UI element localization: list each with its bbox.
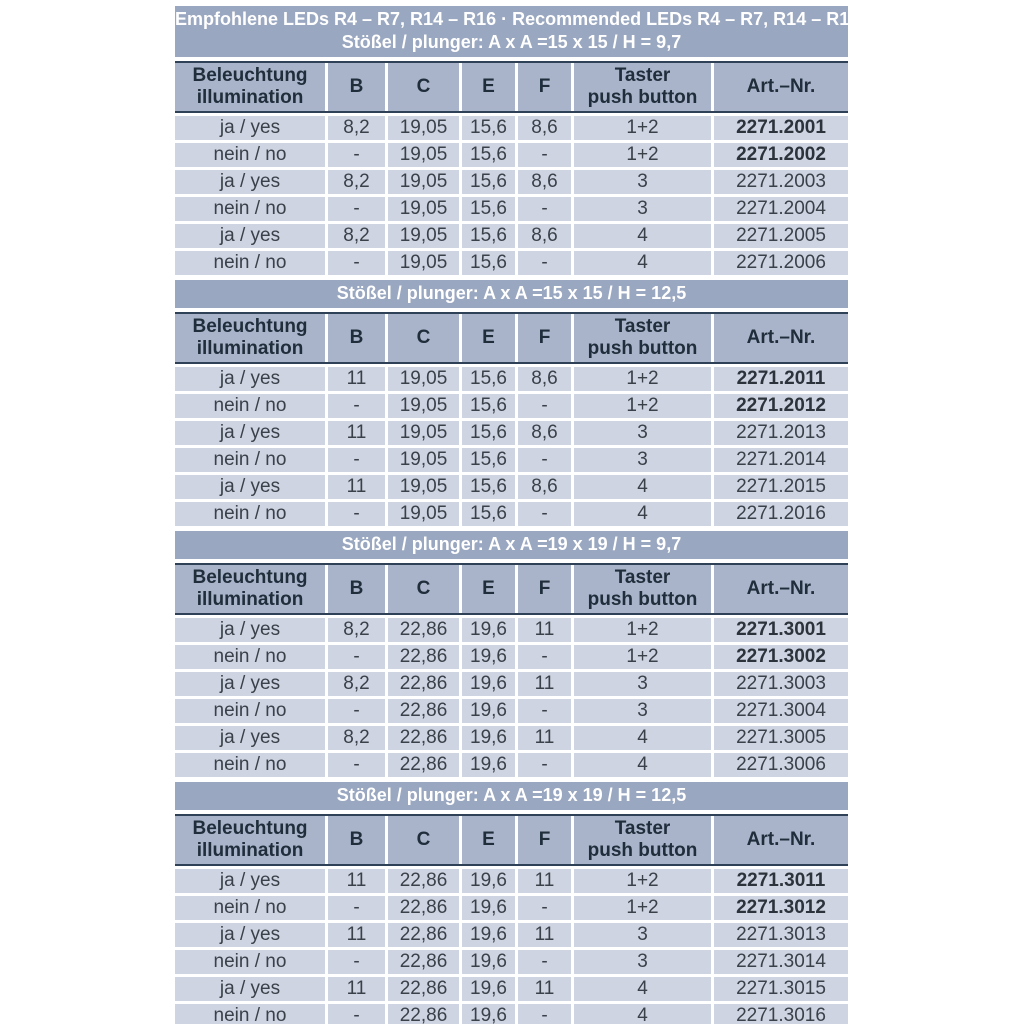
column-header-line: Beleuchtung [192, 316, 308, 337]
table-cell: 22,86 [388, 923, 459, 947]
column-header [574, 314, 711, 362]
column-header-line: B [349, 578, 364, 599]
data-rows [175, 116, 848, 275]
column-header-row [175, 814, 848, 866]
column-header-line: push button [587, 87, 698, 108]
table-cell: ja / yes [175, 618, 325, 642]
column-header-line: Taster [614, 818, 671, 839]
data-rows [175, 869, 848, 1024]
table-cell: 22,86 [388, 1004, 459, 1024]
column-header [328, 314, 385, 362]
table-cell: 8,2 [328, 618, 385, 642]
table-cell: 11 [328, 475, 385, 499]
table-cell: - [328, 197, 385, 221]
column-header-line: Beleuchtung [192, 818, 308, 839]
art-nr-cell: 2271.2003 [714, 170, 848, 194]
table-section-3 [175, 531, 848, 777]
art-nr-cell: 2271.3014 [714, 950, 848, 974]
column-header-line: illumination [196, 589, 304, 610]
art-nr-cell: 2271.3015 [714, 977, 848, 1001]
column-header-line: illumination [196, 87, 304, 108]
table-cell: 22,86 [388, 618, 459, 642]
column-header [462, 63, 515, 111]
column-header-line: Art.–Nr. [746, 327, 816, 348]
art-nr-cell: 2271.2015 [714, 475, 848, 499]
column-header [574, 565, 711, 613]
column-header-row [175, 563, 848, 615]
column-header [388, 63, 459, 111]
table-cell: - [518, 753, 571, 777]
art-nr-cell: 2271.2011 [714, 367, 848, 391]
table-cell: nein / no [175, 896, 325, 920]
table-cell: nein / no [175, 753, 325, 777]
table-cell: 15,6 [462, 197, 515, 221]
table-cell: 19,6 [462, 726, 515, 750]
column-header-line: B [349, 327, 364, 348]
section-title-band [175, 280, 848, 308]
table-cell: - [328, 251, 385, 275]
art-nr-cell: 2271.3016 [714, 1004, 848, 1024]
table-cell: ja / yes [175, 367, 325, 391]
table-cell: 15,6 [462, 224, 515, 248]
table-cell: - [328, 753, 385, 777]
section-title-line: Stößel / plunger: A x A =15 x 15 / H = 9,7 [341, 32, 682, 52]
column-header-line: B [349, 829, 364, 850]
led-recommendation-table [175, 6, 860, 1024]
column-header-line: Art.–Nr. [746, 578, 816, 599]
art-nr-cell: 2271.2013 [714, 421, 848, 445]
table-cell: - [328, 699, 385, 723]
art-nr-cell: 2271.3001 [714, 618, 848, 642]
table-cell: 4 [574, 502, 711, 526]
table-cell: ja / yes [175, 421, 325, 445]
table-cell: 1+2 [574, 394, 711, 418]
table-cell: 4 [574, 475, 711, 499]
section-title-band [175, 782, 848, 810]
column-header-line: C [416, 829, 431, 850]
table-cell: 15,6 [462, 367, 515, 391]
table-section-2 [175, 280, 848, 526]
table-cell: 8,2 [328, 170, 385, 194]
column-header-line: Art.–Nr. [746, 829, 816, 850]
art-nr-cell: 2271.3005 [714, 726, 848, 750]
table-cell: 11 [328, 421, 385, 445]
column-header [518, 565, 571, 613]
art-nr-cell: 2271.2006 [714, 251, 848, 275]
table-cell: 19,05 [388, 394, 459, 418]
table-cell: 11 [518, 726, 571, 750]
table-cell: 22,86 [388, 869, 459, 893]
table-cell: 19,6 [462, 896, 515, 920]
table-cell: 1+2 [574, 645, 711, 669]
column-header [518, 63, 571, 111]
table-cell: ja / yes [175, 672, 325, 696]
table-cell: - [518, 896, 571, 920]
art-nr-cell: 2271.3012 [714, 896, 848, 920]
column-header-line: F [538, 327, 551, 348]
table-cell: - [328, 448, 385, 472]
column-header-line: F [538, 76, 551, 97]
table-cell: nein / no [175, 699, 325, 723]
column-header-line: Beleuchtung [192, 567, 308, 588]
column-header [175, 565, 325, 613]
table-cell: nein / no [175, 251, 325, 275]
section-title-line: Stößel / plunger: A x A =19 x 19 / H = 12,5 [336, 785, 687, 805]
table-cell: 8,6 [518, 170, 571, 194]
table-cell: - [328, 1004, 385, 1024]
table-cell: 4 [574, 251, 711, 275]
column-header-line: Taster [614, 65, 671, 86]
column-header-line: push button [587, 589, 698, 610]
art-nr-cell: 2271.2012 [714, 394, 848, 418]
table-cell: - [518, 448, 571, 472]
table-cell: 1+2 [574, 869, 711, 893]
column-header [518, 816, 571, 864]
table-cell: 15,6 [462, 502, 515, 526]
column-header-line: push button [587, 840, 698, 861]
table-cell: 22,86 [388, 726, 459, 750]
column-header-line: E [482, 829, 495, 850]
table-cell: nein / no [175, 645, 325, 669]
column-header [714, 565, 848, 613]
column-header [328, 816, 385, 864]
column-header-line: F [538, 829, 551, 850]
art-nr-cell: 2271.3004 [714, 699, 848, 723]
table-cell: - [328, 502, 385, 526]
table-cell: - [518, 143, 571, 167]
column-header [462, 565, 515, 613]
table-cell: 15,6 [462, 251, 515, 275]
column-header-line: C [416, 327, 431, 348]
table-cell: 1+2 [574, 367, 711, 391]
art-nr-cell: 2271.2002 [714, 143, 848, 167]
column-header-line: push button [587, 338, 698, 359]
section-title-band [175, 6, 860, 57]
column-header [574, 816, 711, 864]
table-cell: ja / yes [175, 923, 325, 947]
column-header-line: B [349, 76, 364, 97]
art-nr-cell: 2271.2016 [714, 502, 848, 526]
section-title-line: Stößel / plunger: A x A =15 x 15 / H = 12,5 [336, 283, 687, 303]
table-cell: 8,6 [518, 116, 571, 140]
table-cell: 3 [574, 170, 711, 194]
table-cell: 19,05 [388, 502, 459, 526]
table-cell: ja / yes [175, 116, 325, 140]
table-cell: 15,6 [462, 116, 515, 140]
table-cell: - [518, 197, 571, 221]
table-cell: - [518, 394, 571, 418]
table-cell: 19,6 [462, 645, 515, 669]
table-cell: 19,6 [462, 923, 515, 947]
table-cell: ja / yes [175, 170, 325, 194]
table-cell: 19,6 [462, 869, 515, 893]
table-cell: 19,05 [388, 197, 459, 221]
table-cell: 3 [574, 950, 711, 974]
table-cell: 11 [518, 672, 571, 696]
table-section-4 [175, 782, 848, 1024]
table-cell: - [518, 251, 571, 275]
table-cell: 3 [574, 448, 711, 472]
table-cell: 11 [518, 977, 571, 1001]
table-cell: 11 [328, 869, 385, 893]
column-header [518, 314, 571, 362]
section-title-line: Stößel / plunger: A x A =19 x 19 / H = 9,7 [341, 534, 682, 554]
table-cell: nein / no [175, 197, 325, 221]
table-cell: 15,6 [462, 394, 515, 418]
table-cell: nein / no [175, 448, 325, 472]
column-header [175, 314, 325, 362]
table-cell: - [328, 950, 385, 974]
column-header [388, 816, 459, 864]
column-header-line: Taster [614, 567, 671, 588]
column-header-line: E [482, 327, 495, 348]
table-cell: 19,6 [462, 699, 515, 723]
column-header [328, 63, 385, 111]
table-cell: 8,6 [518, 475, 571, 499]
column-header-line: illumination [196, 840, 304, 861]
table-cell: 3 [574, 421, 711, 445]
art-nr-cell: 2271.2004 [714, 197, 848, 221]
art-nr-cell: 2271.2001 [714, 116, 848, 140]
table-cell: ja / yes [175, 977, 325, 1001]
table-cell: 11 [328, 923, 385, 947]
table-cell: 19,6 [462, 950, 515, 974]
table-cell: 8,6 [518, 367, 571, 391]
column-header [175, 816, 325, 864]
column-header-line: C [416, 578, 431, 599]
column-header [714, 314, 848, 362]
table-cell: - [328, 896, 385, 920]
art-nr-cell: 2271.3003 [714, 672, 848, 696]
table-cell: 19,05 [388, 448, 459, 472]
table-cell: - [328, 394, 385, 418]
table-cell: 4 [574, 977, 711, 1001]
table-cell: 8,2 [328, 672, 385, 696]
table-cell: nein / no [175, 950, 325, 974]
section-title-line: Empfohlene LEDs R4 – R7, R14 – R16 · Recommended LEDs R4 – R7, R14 – R16 [175, 9, 860, 29]
table-cell: 19,05 [388, 224, 459, 248]
art-nr-cell: 2271.2014 [714, 448, 848, 472]
table-cell: 3 [574, 923, 711, 947]
table-cell: nein / no [175, 394, 325, 418]
table-cell: 19,05 [388, 367, 459, 391]
table-cell: nein / no [175, 502, 325, 526]
table-cell: 15,6 [462, 421, 515, 445]
table-cell: 22,86 [388, 645, 459, 669]
column-header-line: Beleuchtung [192, 65, 308, 86]
table-cell: - [518, 1004, 571, 1024]
table-cell: 19,05 [388, 143, 459, 167]
table-cell: 8,2 [328, 726, 385, 750]
table-cell: 1+2 [574, 116, 711, 140]
column-header [175, 63, 325, 111]
table-cell: 8,6 [518, 224, 571, 248]
table-cell: 22,86 [388, 672, 459, 696]
table-cell: 1+2 [574, 896, 711, 920]
table-cell: 8,2 [328, 116, 385, 140]
section-title-band [175, 531, 848, 559]
table-cell: 19,6 [462, 1004, 515, 1024]
table-cell: 22,86 [388, 950, 459, 974]
table-cell: 22,86 [388, 977, 459, 1001]
table-cell: ja / yes [175, 224, 325, 248]
column-header-line: Art.–Nr. [746, 76, 816, 97]
column-header-line: F [538, 578, 551, 599]
table-cell: 11 [518, 869, 571, 893]
table-cell: 19,6 [462, 672, 515, 696]
column-header [388, 565, 459, 613]
column-header-line: Taster [614, 316, 671, 337]
table-cell: 4 [574, 753, 711, 777]
column-header-line: C [416, 76, 431, 97]
table-cell: 8,6 [518, 421, 571, 445]
column-header [462, 314, 515, 362]
column-header [328, 565, 385, 613]
table-cell: - [328, 645, 385, 669]
table-cell: 19,6 [462, 753, 515, 777]
table-cell: nein / no [175, 1004, 325, 1024]
table-cell: 22,86 [388, 699, 459, 723]
table-cell: ja / yes [175, 475, 325, 499]
table-cell: ja / yes [175, 726, 325, 750]
table-cell: nein / no [175, 143, 325, 167]
table-cell: - [518, 699, 571, 723]
table-cell: - [328, 143, 385, 167]
table-cell: 19,05 [388, 170, 459, 194]
table-cell: 1+2 [574, 618, 711, 642]
table-cell: 19,6 [462, 618, 515, 642]
table-cell: 19,05 [388, 116, 459, 140]
art-nr-cell: 2271.3013 [714, 923, 848, 947]
table-cell: 15,6 [462, 170, 515, 194]
table-cell: 1+2 [574, 143, 711, 167]
table-cell: 11 [518, 618, 571, 642]
art-nr-cell: 2271.3011 [714, 869, 848, 893]
column-header-line: illumination [196, 338, 304, 359]
table-cell: 22,86 [388, 896, 459, 920]
table-cell: 19,05 [388, 475, 459, 499]
table-cell: - [518, 645, 571, 669]
column-header-line: E [482, 578, 495, 599]
column-header-row [175, 61, 848, 113]
table-cell: 15,6 [462, 143, 515, 167]
table-cell: 19,05 [388, 421, 459, 445]
table-cell: 4 [574, 726, 711, 750]
table-cell: 15,6 [462, 448, 515, 472]
table-cell: 22,86 [388, 753, 459, 777]
table-cell: 3 [574, 672, 711, 696]
table-cell: 4 [574, 1004, 711, 1024]
column-header [574, 63, 711, 111]
art-nr-cell: 2271.3002 [714, 645, 848, 669]
table-cell: 19,6 [462, 977, 515, 1001]
table-cell: - [518, 950, 571, 974]
table-cell: 4 [574, 224, 711, 248]
column-header [462, 816, 515, 864]
table-cell: 11 [328, 367, 385, 391]
table-cell: 3 [574, 699, 711, 723]
data-rows [175, 367, 848, 526]
table-cell: 8,2 [328, 224, 385, 248]
table-cell: - [518, 502, 571, 526]
column-header-row [175, 312, 848, 364]
table-cell: 19,05 [388, 251, 459, 275]
table-cell: 11 [328, 977, 385, 1001]
column-header [714, 816, 848, 864]
art-nr-cell: 2271.2005 [714, 224, 848, 248]
table-cell: 15,6 [462, 475, 515, 499]
table-cell: 11 [518, 923, 571, 947]
art-nr-cell: 2271.3006 [714, 753, 848, 777]
table-cell: ja / yes [175, 869, 325, 893]
column-header [714, 63, 848, 111]
column-header-line: E [482, 76, 495, 97]
column-header [388, 314, 459, 362]
table-section-1 [175, 6, 860, 275]
data-rows [175, 618, 848, 777]
table-cell: 3 [574, 197, 711, 221]
